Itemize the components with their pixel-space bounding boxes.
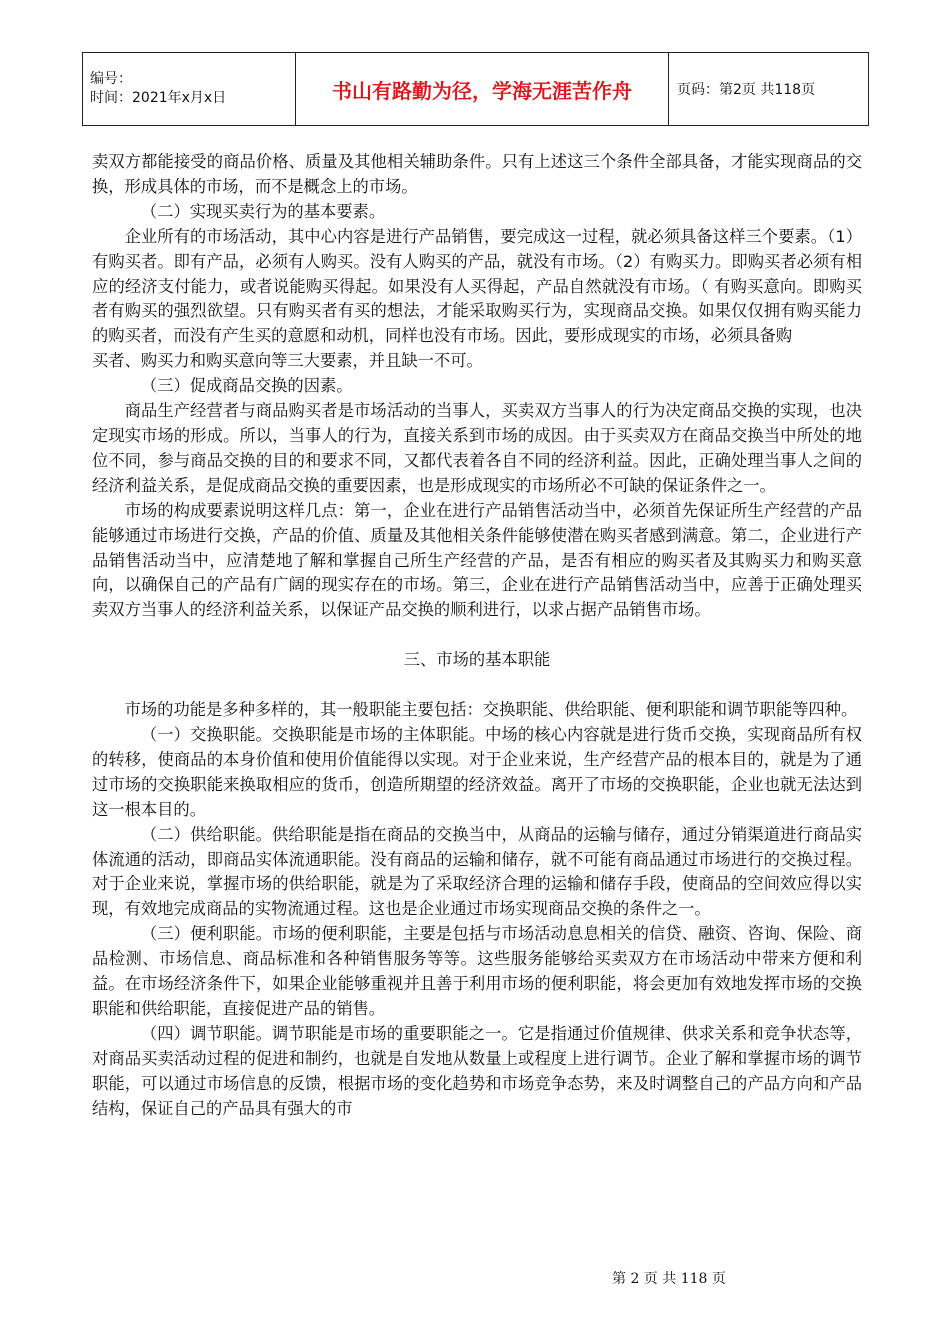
paragraph: （四）调节职能。调节职能是市场的重要职能之一。它是指通过价值规律、供求关系和竞争状态等，对商品买卖活动过程的促进和制约，也就是自发地从数量上或程度上进行调节。企业了解和掌握市场的调节职能，可以通过市场信息的反馈，根据市场的变化趋势和市场竞争态势，来及时调整自己的产品方向和产品结构，保证自己的产品具有强大的市 xyxy=(92,1023,862,1118)
header-meta xyxy=(83,53,296,126)
document-body xyxy=(92,150,862,1122)
page-header xyxy=(82,52,869,126)
paragraph: 市场的构成要素说明这样几点：第一，企业在进行产品销售活动当中，必须首先保证所生产经营的产品能够通过市场进行交换，产品的价值、质量及其他相关条件能够使潜在购买者感到满意。第二，企业进行产品销售活动当中，应清楚地了解和掌握自己所生产经营的产品，是否有相应的购买者及其购买力和购买意向，以确保自己的产品有广阔的现实存在的市场。第三，企业在进行产品销售活动当中，应善于正确处理买卖双方当事人的经济利益关系，以保证产品交换的顺利进行，以求占据产品销售市场。 xyxy=(92,500,862,620)
header-page-info: 页码：第2页 共118页 xyxy=(669,53,869,126)
document-time-label: 时间：2021年x月x日 xyxy=(90,90,227,106)
section-title: 三、市场的基本职能 xyxy=(403,650,551,670)
subheading: （三）促成商品交换的因素。 xyxy=(140,376,353,396)
paragraph: 市场的功能是多种多样的，其一般职能主要包括：交换职能、供给职能、便利职能和调节职能等四种。 xyxy=(124,700,858,720)
subheading: （二）实现买卖行为的基本要素。 xyxy=(140,201,386,221)
paragraph: （三）便利职能。市场的便利职能，主要是包括与市场活动息息相关的信贷、融资、咨询、保险、商品检测、市场信息、商品标准和各种销售服务等等。这些服务能够给买卖双方在市场活动中带来方便和利益。在市场经济条件下，如果企业能够重视并且善于利用市场的便利职能，将会更加有效地发挥市场的交换职能和供给职能，直接促进产品的销售。 xyxy=(92,924,862,1018)
paragraph: （一）交换职能。交换职能是市场的主体职能。中场的核心内容就是进行货币交换，实现商品所有权的转移，使商品的本身价值和使用价值能得以实现。对于企业来说，生产经营产品的根本目的，就是为了通过市场的交换职能来换取相应的货币，创造所期望的经济效益。离开了市场的交换职能，企业也就无法达到这一根本目的。 xyxy=(92,725,862,819)
paragraph: 卖双方都能接受的商品价格、质量及其他相关辅助条件。只有上述这三个条件全部具备，才能实现商品的交换，形成具体的市场，而不是概念上的市场。 xyxy=(92,152,862,196)
paragraph: （二）供给职能。供给职能是指在商品的交换当中，从商品的运输与储存，通过分销渠道进行商品实体流通的活动，即商品实体流通职能。没有商品的运输和储存，就不可能有商品通过市场进行的交换过程。对于企业来说，掌握市场的供给职能，就是为了采取经济合理的运输和储存手段，使商品的空间效应得以实现，有效地完成商品的实物流通过程。这也是企业通过市场实现商品交换的条件之一。 xyxy=(92,824,862,919)
page-footer: 第 2 页 共 118 页 xyxy=(612,1271,726,1287)
header-motto: 书山有路勤为径，学海无涯苦作舟 xyxy=(296,53,669,126)
paragraph: 买者、购买力和购买意向等三大要素，并且缺一不可。 xyxy=(92,351,483,371)
paragraph: 商品生产经营者与商品购买者是市场活动的当事人，买卖双方当事人的行为决定商品交换的实现，也决定现实市场的形成。所以，当事人的行为，直接关系到市场的成因。由于买卖双方在商品交换当中所处的地位不同，参与商品交换的目的和要求不同，又都代表着各自不同的经济利益。因此，正确处理当事人之间的经济利益关系，是促成商品交换的重要因素，也是形成现实的市场所必不可缺的保证条件之一。 xyxy=(92,401,862,495)
document-number-label: 编号： xyxy=(90,71,132,87)
paragraph: 企业所有的市场活动，其中心内容是进行产品销售，要完成这一过程，就必须具备这样三个要素。（1）有购买者。即有产品，必须有人购买。没有人购买的产品，就没有市场。（2）有购买力。即购买者必须有相应的经济支付能力，或者说能购买得起。如果没有人买得起，产品自然就没有市场。（ 有购买意向。即购买者有购买的强烈欲望。只有购买者有买的想法，才能采取购买行为，实现商品交换。如果仅仅拥有购买能力的购买者，而没有产生买的意愿和动机，同样也没有市场。因此，要形成现实的市场，必须具备购 xyxy=(92,226,862,346)
